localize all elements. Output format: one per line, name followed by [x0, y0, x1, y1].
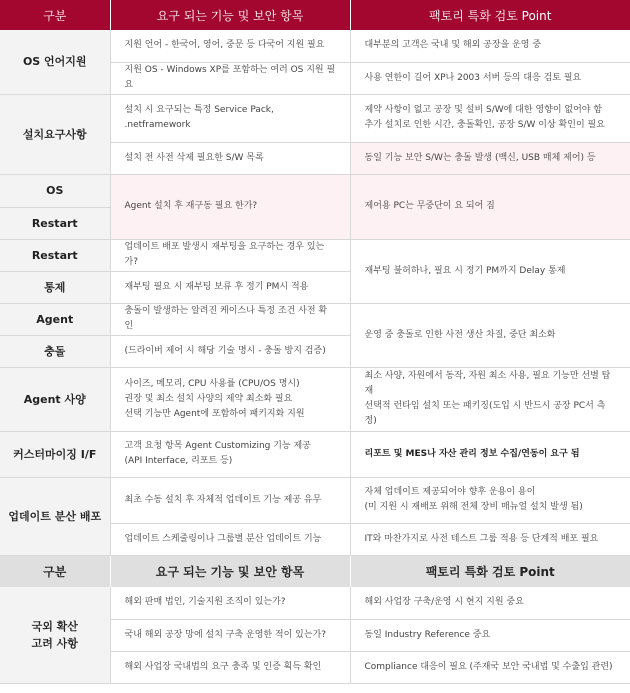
requirement-line: 권장 및 최소 설치 사양의 제약 최소화 필요 — [124, 393, 293, 404]
table-row — [0, 431, 630, 477]
point-cell: Compliance 대응이 필요 (주재국 보안 국내법 및 수출입 관련) — [350, 651, 630, 683]
point-line: 최소 사양, 자원에서 동작, 자원 최소 사용, 필요 기능만 선별 탑재 — [364, 371, 611, 396]
requirement-cell: 해외 사업장 국내법의 요구 충족 및 인증 획득 확인 — [110, 651, 350, 683]
point-cell: 재부팅 불허하나, 필요 시 정기 PM까지 Delay 통제 — [350, 239, 630, 303]
header-requirements: 요구 되는 기능 및 보안 항목 — [110, 0, 350, 30]
point-cell: 리포트 및 MES나 자산 관리 정보 수집/연동이 요구 됨 — [350, 431, 630, 477]
category-cell: Agent 사양 — [0, 367, 110, 431]
point-cell: 해외 사업장 구축/운영 시 현지 지원 중요 — [350, 587, 630, 619]
table-row — [0, 239, 630, 271]
requirement-cell: 설치 시 요구되는 특정 Service Pack, .netframework — [110, 94, 350, 142]
requirement-line: 사이즈, 메모리, CPU 사용률 (CPU/OS 명시) — [124, 378, 300, 389]
point-cell: IT와 마찬가지로 사전 테스트 그룹 적용 등 단계적 배포 필요 — [350, 523, 630, 555]
table-row — [0, 94, 630, 142]
point-cell: 대부분의 고객은 국내 및 해외 공장을 운영 중 — [350, 30, 630, 62]
requirement-cell: Agent 설치 후 재구동 필요 한가? — [110, 174, 350, 239]
requirement-cell: 재부팅 필요 시 재부팅 보류 후 정기 PM시 적용 — [110, 271, 350, 303]
category-cell — [0, 174, 110, 239]
requirement-cell: 해외 판매 법인, 기술지원 조직이 있는가? — [110, 587, 350, 619]
requirement-cell: 지원 OS - Windows XP를 포함하는 여러 OS 지원 필요 — [110, 62, 350, 94]
table-header — [0, 0, 630, 30]
point-cell: 운영 중 충돌로 인한 사전 생산 차질, 중단 최소화 — [350, 303, 630, 367]
requirement-cell: 설치 전 사전 삭제 필요한 S/W 목록 — [110, 142, 350, 174]
table-row — [0, 477, 630, 523]
requirement-cell — [110, 431, 350, 477]
table-row — [0, 174, 630, 239]
requirement-cell: 업데이트 스케줄링이나 그룹별 분산 업데이트 기능 — [110, 523, 350, 555]
point-line: 자체 업데이트 제공되어야 향후 운용이 용이 — [364, 487, 536, 497]
category-cell: Restart — [0, 239, 110, 271]
category-cell: 통제 — [0, 271, 110, 303]
point-cell — [350, 94, 630, 142]
table-body — [0, 30, 630, 683]
table-row — [0, 30, 630, 62]
category-cell — [0, 587, 110, 683]
requirement-line: 선택 기능만 Agent에 포함하여 패키지화 지원 — [124, 408, 305, 419]
header-factory-point: 팩토리 특화 검토 Point — [350, 0, 630, 30]
header-category: 구분 — [0, 0, 110, 30]
point-cell: 제어용 PC는 무중단이 요 되어 짐 — [350, 174, 630, 239]
header-category: 구분 — [0, 555, 110, 587]
point-line: 제약 사항이 없고 공장 및 설비 S/W에 대한 영향이 없어야 함 — [364, 105, 603, 115]
category-cell: 충돌 — [0, 335, 110, 367]
category-line: Restart — [31, 216, 78, 230]
point-cell: 동일 Industry Reference 중요 — [350, 619, 630, 651]
table-row — [0, 303, 630, 335]
point-line: 선택적 런타임 설치 또는 패키징(도입 시 반드시 공장 PC서 측정) — [364, 401, 606, 426]
section-header — [0, 555, 630, 587]
category-line: OS — [0, 175, 110, 208]
point-cell — [350, 477, 630, 523]
requirement-cell: 충돌이 발생하는 알려진 케이스나 특정 조건 사전 확인 — [110, 303, 350, 335]
requirement-cell: 최초 수동 설치 후 자체적 업데이트 기능 제공 유무 — [110, 477, 350, 523]
point-cell — [350, 367, 630, 431]
requirement-cell: 업데이트 배포 발생시 재부팅을 요구하는 경우 있는가? — [110, 239, 350, 271]
point-line: 추가 설치로 인한 시간, 충돌확인, 공장 S/W 이상 확인이 필요 — [364, 120, 605, 130]
category-cell: 설치요구사항 — [0, 94, 110, 174]
requirement-cell — [110, 367, 350, 431]
point-line: (미 지원 시 재배포 위해 전체 장비 매뉴얼 설치 발생 됨) — [364, 502, 583, 512]
header-factory-point: 팩토리 특화 검토 Point — [350, 555, 630, 587]
requirement-line: (API Interface, 리포트 등) — [124, 456, 233, 466]
category-line: 고려 사항 — [31, 636, 78, 650]
table-row — [0, 367, 630, 431]
table-row — [0, 587, 630, 619]
category-line: 국외 확산 — [31, 619, 78, 633]
point-cell: 동일 기능 보안 S/W는 충돌 발생 (백신, USB 매체 제어) 등 — [350, 142, 630, 174]
category-cell: OS 언어지원 — [0, 30, 110, 94]
requirement-cell: 국내 해외 공장 망에 설치 구축 운영한 적이 있는가? — [110, 619, 350, 651]
point-cell: 사용 연한이 길어 XP나 2003 서버 등의 대응 검토 필요 — [350, 62, 630, 94]
requirement-cell: (드라이버 제어 시 해당 기술 명시 - 충돌 방지 검증) — [110, 335, 350, 367]
requirement-line: 고객 요청 항목 Agent Customizing 기능 제공 — [124, 441, 311, 451]
requirement-cell: 지원 언어 - 한국어, 영어, 중문 등 다국어 지원 필요 — [110, 30, 350, 62]
category-cell: Agent — [0, 303, 110, 335]
header-requirements: 요구 되는 기능 및 보안 항목 — [110, 555, 350, 587]
category-cell: 업데이트 분산 배포 — [0, 477, 110, 555]
category-cell: 커스터마이징 I/F — [0, 431, 110, 477]
